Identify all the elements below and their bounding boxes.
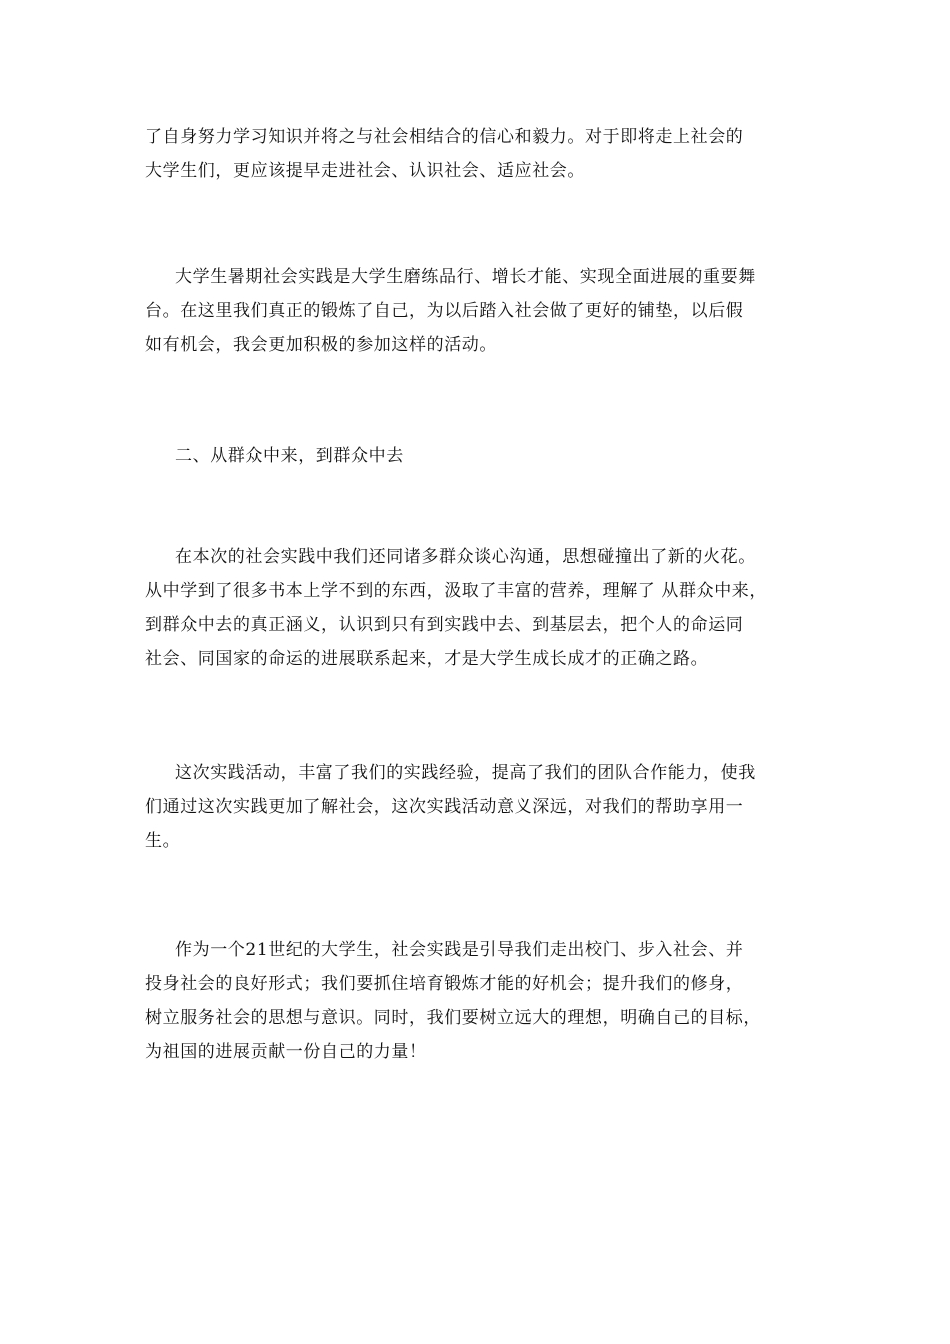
paragraph-line: 了自身努力学习知识并将之与社会相结合的信心和毅力。对于即将走上社会的 (145, 127, 744, 147)
paragraph-line: 社会、同国家的命运的进展联系起来，才是大学生成长成才的正确之路。 (145, 649, 709, 669)
paragraph-line: 作为一个21世纪的大学生，社会实践是引导我们走出校门、步入社会、并 (175, 940, 744, 960)
paragraph-line: 为祖国的进展贡献一份自己的力量！ (145, 1042, 427, 1062)
paragraph-line: 在本次的社会实践中我们还同诸多群众谈心沟通，思想碰撞出了新的火花。 (175, 547, 756, 567)
section-heading (145, 439, 845, 473)
paragraph-line: 从中学到了很多书本上学不到的东西，汲取了丰富的营养，理解了 从群众中来， (145, 581, 768, 601)
paragraph-1 (145, 120, 845, 188)
paragraph-line: 们通过这次实践更加了解社会，这次实践活动意义深远，对我们的帮助享用一 (145, 797, 744, 817)
paragraph-line: 生。 (145, 831, 181, 851)
paragraph-line: 大学生暑期社会实践是大学生磨练品行、增长才能、实现全面进展的重要舞 (175, 267, 756, 287)
paragraph-line: 大学生们，更应该提早走进社会、认识社会、适应社会。 (145, 161, 585, 181)
paragraph-line: 台。在这里我们真正的锻炼了自己，为以后踏入社会做了更好的铺垫，以后假 (145, 301, 744, 321)
paragraph-line: 如有机会，我会更加积极的参加这样的活动。 (145, 335, 497, 355)
paragraph-4 (145, 756, 845, 858)
paragraph-line: 到群众中去的真正涵义，认识到只有到实践中去、到基层去，把个人的命运同 (145, 615, 744, 635)
paragraph-line: 这次实践活动，丰富了我们的实践经验，提高了我们的团队合作能力，使我 (175, 763, 756, 783)
paragraph-5 (145, 933, 845, 1069)
paragraph-3 (145, 540, 845, 676)
paragraph-line: 树立服务社会的思想与意识。同时，我们要树立远大的理想，明确自己的目标， (145, 1008, 761, 1028)
paragraph-line: 投身社会的良好形式；我们要抓住培育锻炼才能的好机会；提升我们的修身， (145, 974, 744, 994)
paragraph-2 (145, 260, 845, 362)
heading-line: 二、从群众中来，到群众中去 (175, 446, 404, 466)
